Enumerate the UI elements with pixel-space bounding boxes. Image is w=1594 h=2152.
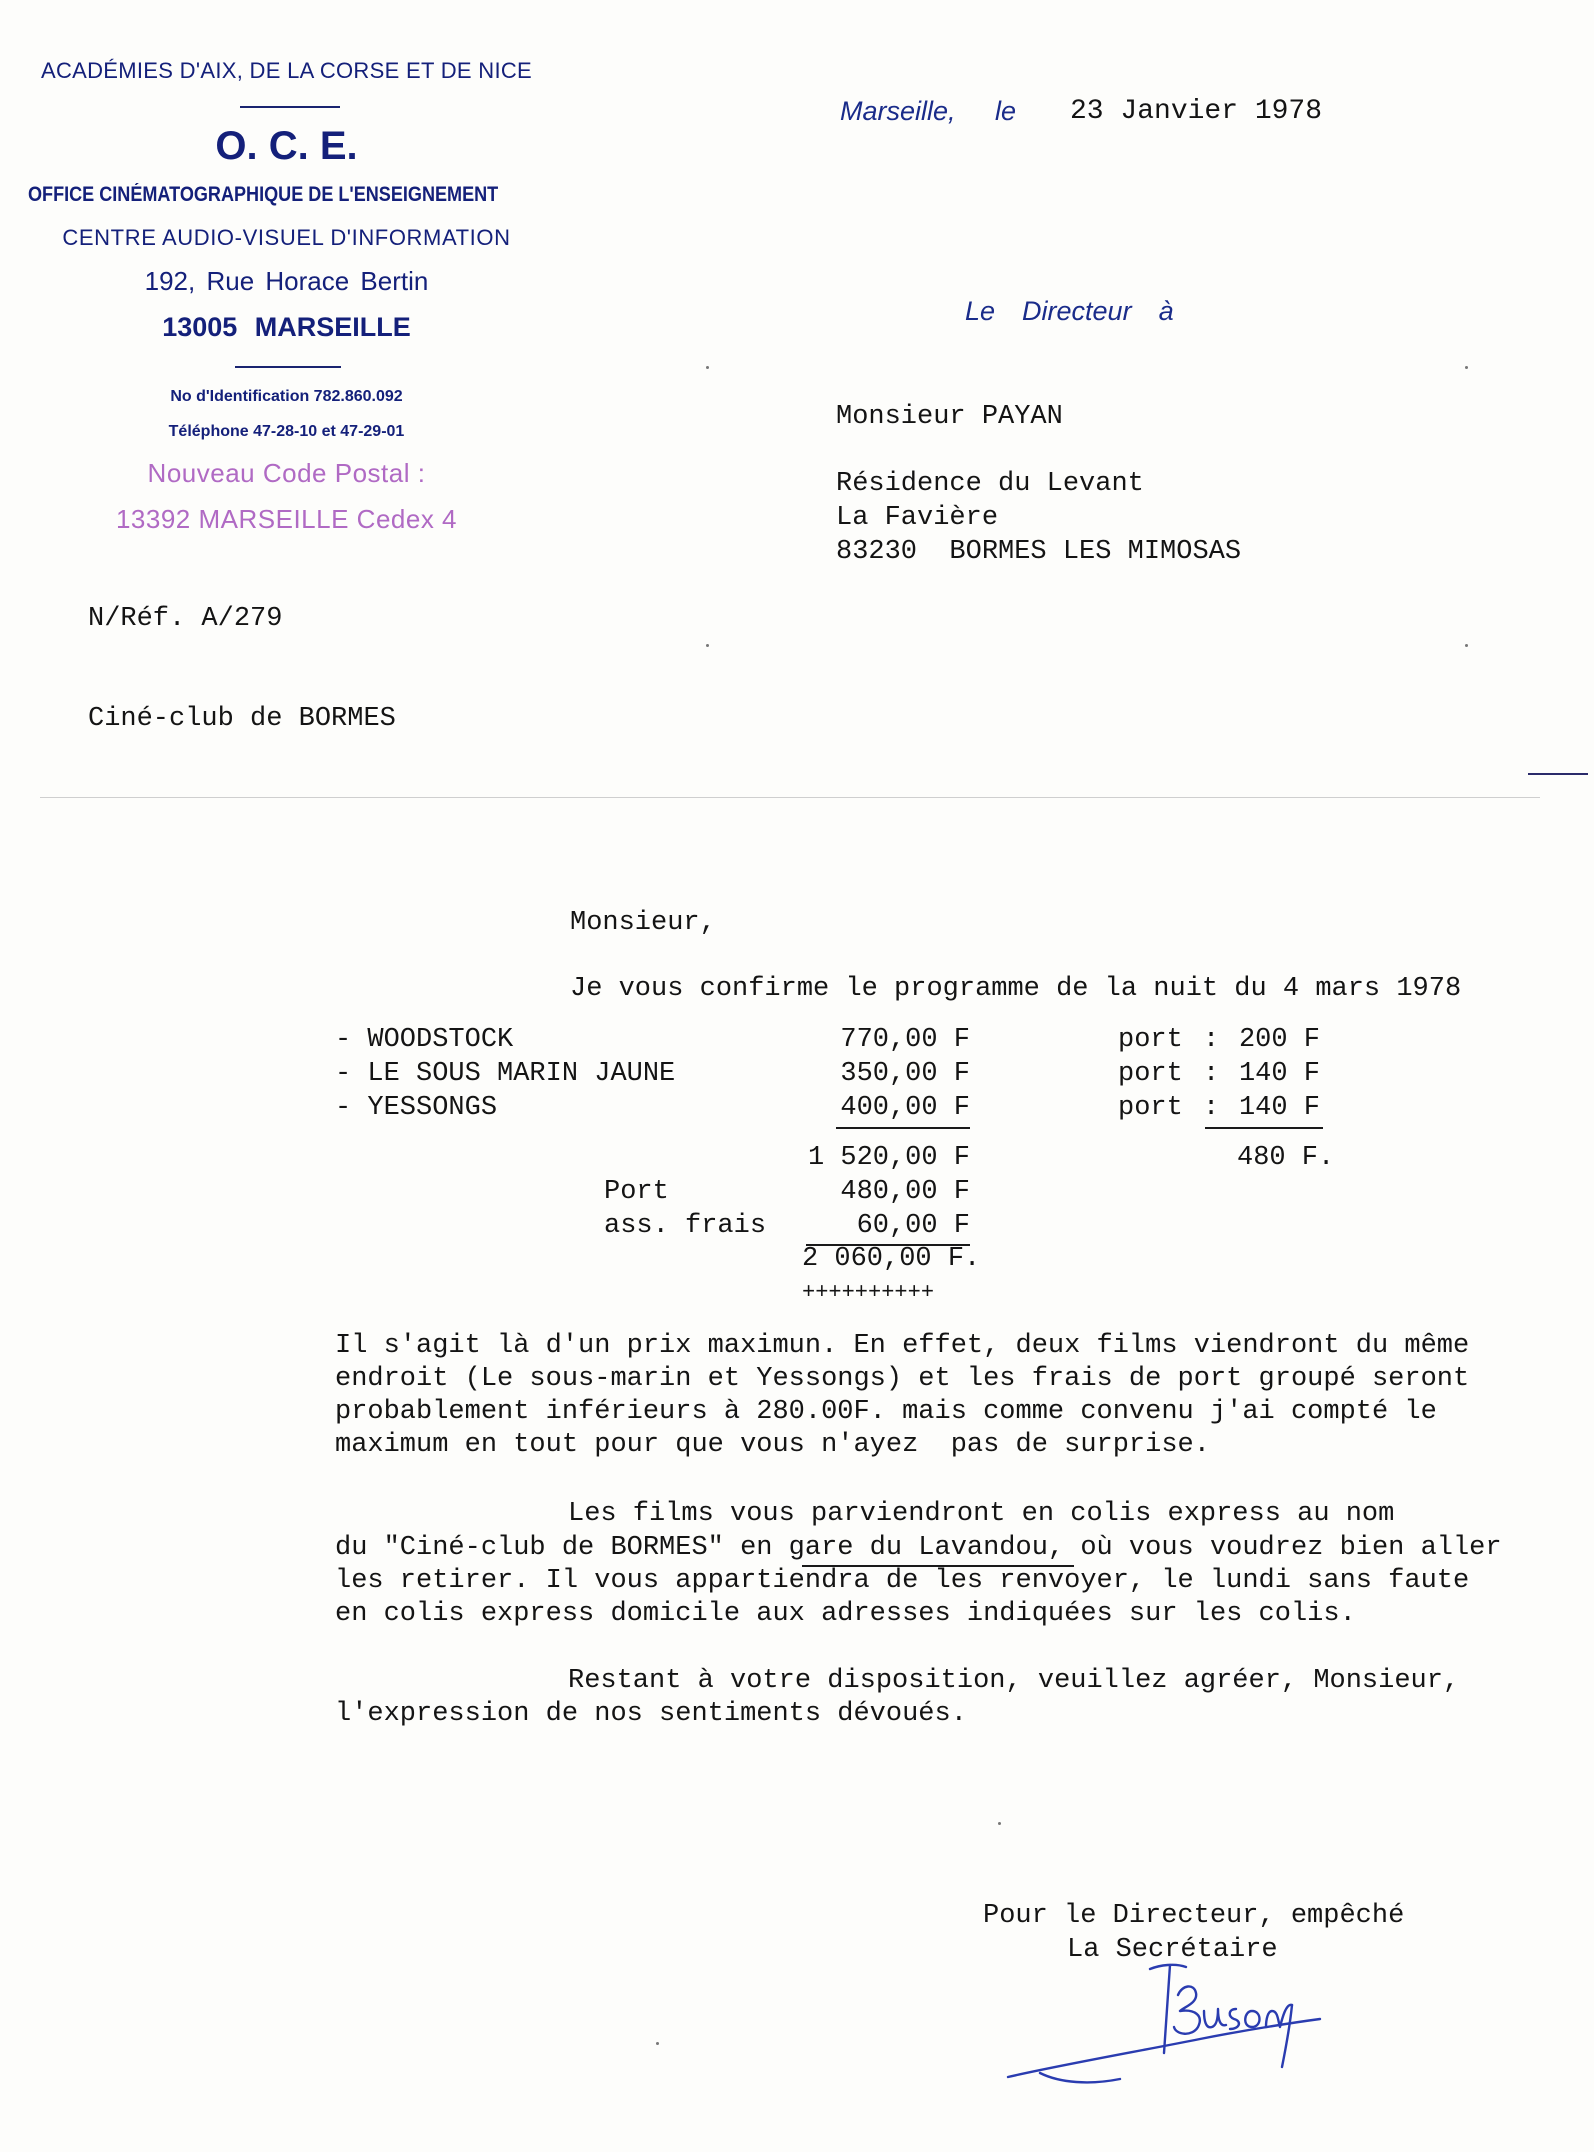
paper-speck [1465,644,1468,647]
handwritten-signature [1000,1955,1330,2105]
paragraph-line: les retirer. Il vous appartiendra de les renvoyer, le lundi sans faute [335,1566,1470,1596]
letter-date: 23 Janvier 1978 [1070,96,1323,127]
port-value: 200 F [1238,1025,1320,1055]
port-value: 140 F [1238,1093,1320,1123]
reference-number: N/Réf. A/279 [88,604,283,634]
port-row-value: 480,00 F [840,1177,970,1207]
paragraph-line: maximum en tout pour que vous n'ayez pas de surprise. [335,1430,1210,1460]
paper-speck [656,2042,659,2045]
port-label: port : [1118,1025,1220,1055]
film-price: 350,00 F [840,1059,970,1089]
paper-speck [706,366,709,369]
signoff-line-1: Pour le Directeur, empêché [983,1901,1405,1931]
film-title: - LE SOUS MARIN JAUNE [335,1059,676,1089]
paragraph-line: Les films vous parviendront en colis express au nom [568,1499,1395,1529]
film-price: 770,00 F [840,1025,970,1055]
date-le-label: le [995,96,1017,126]
closing-line: l'expression de nos sentiments dévoués. [335,1699,967,1729]
paper-speck [1465,366,1468,369]
paper-speck [706,644,709,647]
recipient-name: Monsieur PAYAN [836,402,1063,432]
office-name: OFFICE CINÉMATOGRAPHIQUE DE L'ENSEIGNEMENT [28,183,499,206]
stamp-line-1: Nouveau Code Postal : [147,458,426,488]
fees-row-label: ass. frais [604,1211,767,1241]
films-subtotal: 1 520,00 F [807,1143,970,1173]
letterhead-divider-bottom [235,366,341,368]
letterhead-divider-top [240,106,340,108]
closing-line: Restant à votre disposition, veuillez agréer, Monsieur, [568,1666,1460,1696]
signoff-line-2: La Secrétaire [1067,1935,1278,1965]
port-row-label: Port [604,1177,669,1207]
port-label: port : [1118,1093,1220,1123]
sender-label: Le Directeur à [965,296,1174,326]
margin-mark [1528,773,1588,775]
film-title: - WOODSTOCK [335,1025,514,1055]
recipient-line-1: Résidence du Levant [836,469,1144,499]
port-total: 480 F. [1237,1143,1335,1173]
academies-line: ACADÉMIES D'AIX, DE LA CORSE ET DE NICE [40,58,533,83]
recipient-line-3: 83230 BORMES LES MIMOSAS [836,537,1242,567]
paragraph-line: endroit (Le sous-marin et Yessongs) et les frais de port groupé seront [335,1364,1470,1394]
paragraph-line: du "Ciné-club de BORMES" en gare du Lavandou, où vous voudrez bien aller [335,1533,1502,1563]
street-address: 192, Rue Horace Bertin [144,266,429,296]
paper-speck [998,1822,1001,1825]
film-price: 400,00 F [840,1093,970,1123]
paragraph-line: en colis express domicile aux adresses indiquées sur les colis. [335,1599,1356,1629]
intro-line: Je vous confirme le programme de la nuit du 4 mars 1978 [570,974,1462,1004]
subject-line: Ciné-club de BORMES [88,704,396,734]
paper-fold-line [40,797,1540,798]
city-line: 13005 MARSEILLE [162,312,411,342]
fees-row-value: 60,00 F [856,1211,970,1241]
place-label: Marseille, [840,96,956,126]
recipient-line-2: La Favière [836,503,999,533]
film-title: - YESSONGS [335,1093,498,1123]
port-total-rule [1205,1127,1323,1129]
stamp-line-2: 13392 MARSEILLE Cedex 4 [115,504,458,534]
port-value: 140 F [1238,1059,1320,1089]
identification-number: No d'Identification 782.860.092 [170,388,403,405]
grand-total-underline: ++++++++++ [802,1280,935,1305]
centre-line: CENTRE AUDIO-VISUEL D'INFORMATION [62,225,511,250]
telephone-numbers: Téléphone 47-28-10 et 47-29-01 [168,423,405,440]
oce-acronym: O. C. E. [215,124,358,168]
salutation: Monsieur, [570,908,716,938]
port-label: port : [1118,1059,1220,1089]
paragraph-line: Il s'agit là d'un prix maximun. En effet, deux films viendront du même [335,1331,1470,1361]
grand-total: 2 060,00 F. [802,1244,981,1274]
paragraph-line: probablement inférieurs à 280.00F. mais comme convenu j'ai compté le [335,1397,1437,1427]
subtotal-rule [836,1127,970,1129]
